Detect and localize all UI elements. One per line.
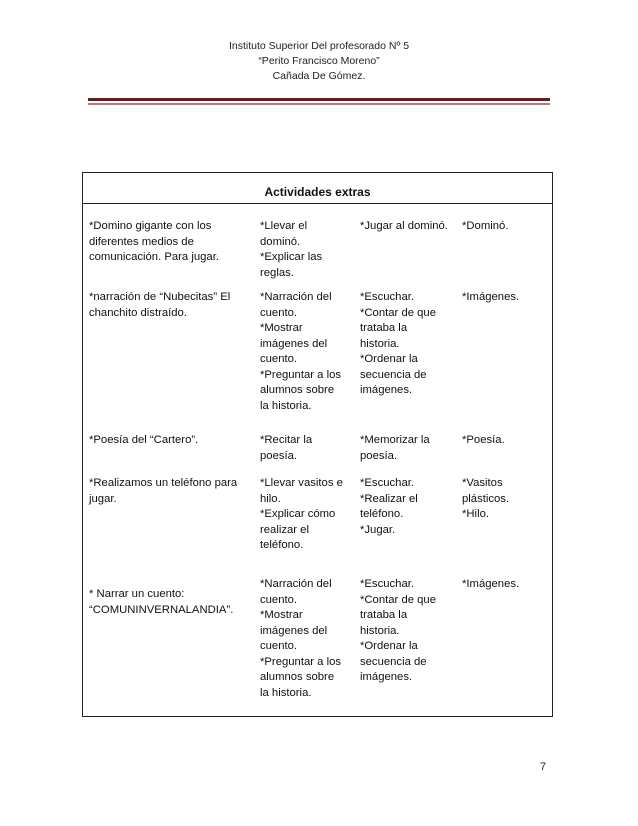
activities-table — [82, 172, 553, 717]
header-location: Cañada De Gómez. — [272, 70, 366, 82]
table-title: Actividades extras — [264, 185, 371, 199]
header-divider — [88, 98, 550, 101]
table-cell-resources: *Imágenes. — [462, 578, 520, 590]
table-cell-resources: *Poesía. — [462, 434, 505, 446]
table-cell-teacher-action: *Narración del cuento. *Mostrar imágenes del cuento. *Preguntar a los alumnos sobre la historia. — [260, 291, 342, 412]
table-cell-activity: *Poesía del “Cartero”. — [89, 434, 199, 446]
table-title-row — [83, 173, 552, 204]
table-cell-student-action: *Memorizar la poesía. — [360, 434, 430, 462]
header-school-name: “Perito Francisco Moreno” — [258, 55, 380, 67]
table-cell-student-action: *Escuchar. *Realizar el teléfono. *Jugar. — [360, 477, 418, 536]
table-cell-teacher-action: *Llevar vasitos e hilo. *Explicar cómo realizar el teléfono. — [260, 477, 343, 551]
table-cell-resources: *Imágenes. — [462, 291, 520, 303]
header-divider-shadow — [88, 103, 550, 105]
header-institution: Instituto Superior Del profesorado Nº 5 — [228, 40, 410, 52]
table-cell-activity: *Realizamos un teléfono para jugar. — [89, 477, 238, 505]
table-cell-teacher-action: *Llevar el dominó. *Explicar las reglas. — [260, 220, 323, 279]
page-number: 7 — [540, 761, 547, 773]
table-cell-teacher-action: *Narración del cuento. *Mostrar imágenes del cuento. *Preguntar a los alumnos sobre la historia. — [260, 578, 342, 699]
table-cell-activity: *Domino gigante con los diferentes medios de comunicación. Para jugar. — [89, 220, 219, 263]
table-cell-teacher-action: *Recitar la poesía. — [260, 434, 313, 462]
table-cell-activity: *narración de “Nubecitas” El chanchito distraído. — [89, 291, 231, 319]
table-cell-resources: *Vasitos plásticos. *Hilo. — [462, 477, 510, 520]
table-cell-activity: * Narrar un cuento: “COMUNINVERNALANDIA”. — [89, 588, 234, 616]
table-cell-resources: *Dominó. — [462, 220, 509, 232]
table-cell-student-action: *Escuchar. *Contar de que trataba la historia. *Ordenar la secuencia de imágenes. — [360, 291, 436, 396]
table-cell-student-action: *Jugar al dominó. — [360, 220, 448, 232]
table-cell-student-action: *Escuchar. *Contar de que trataba la historia. *Ordenar la secuencia de imágenes. — [360, 578, 436, 683]
document-header — [0, 39, 638, 84]
